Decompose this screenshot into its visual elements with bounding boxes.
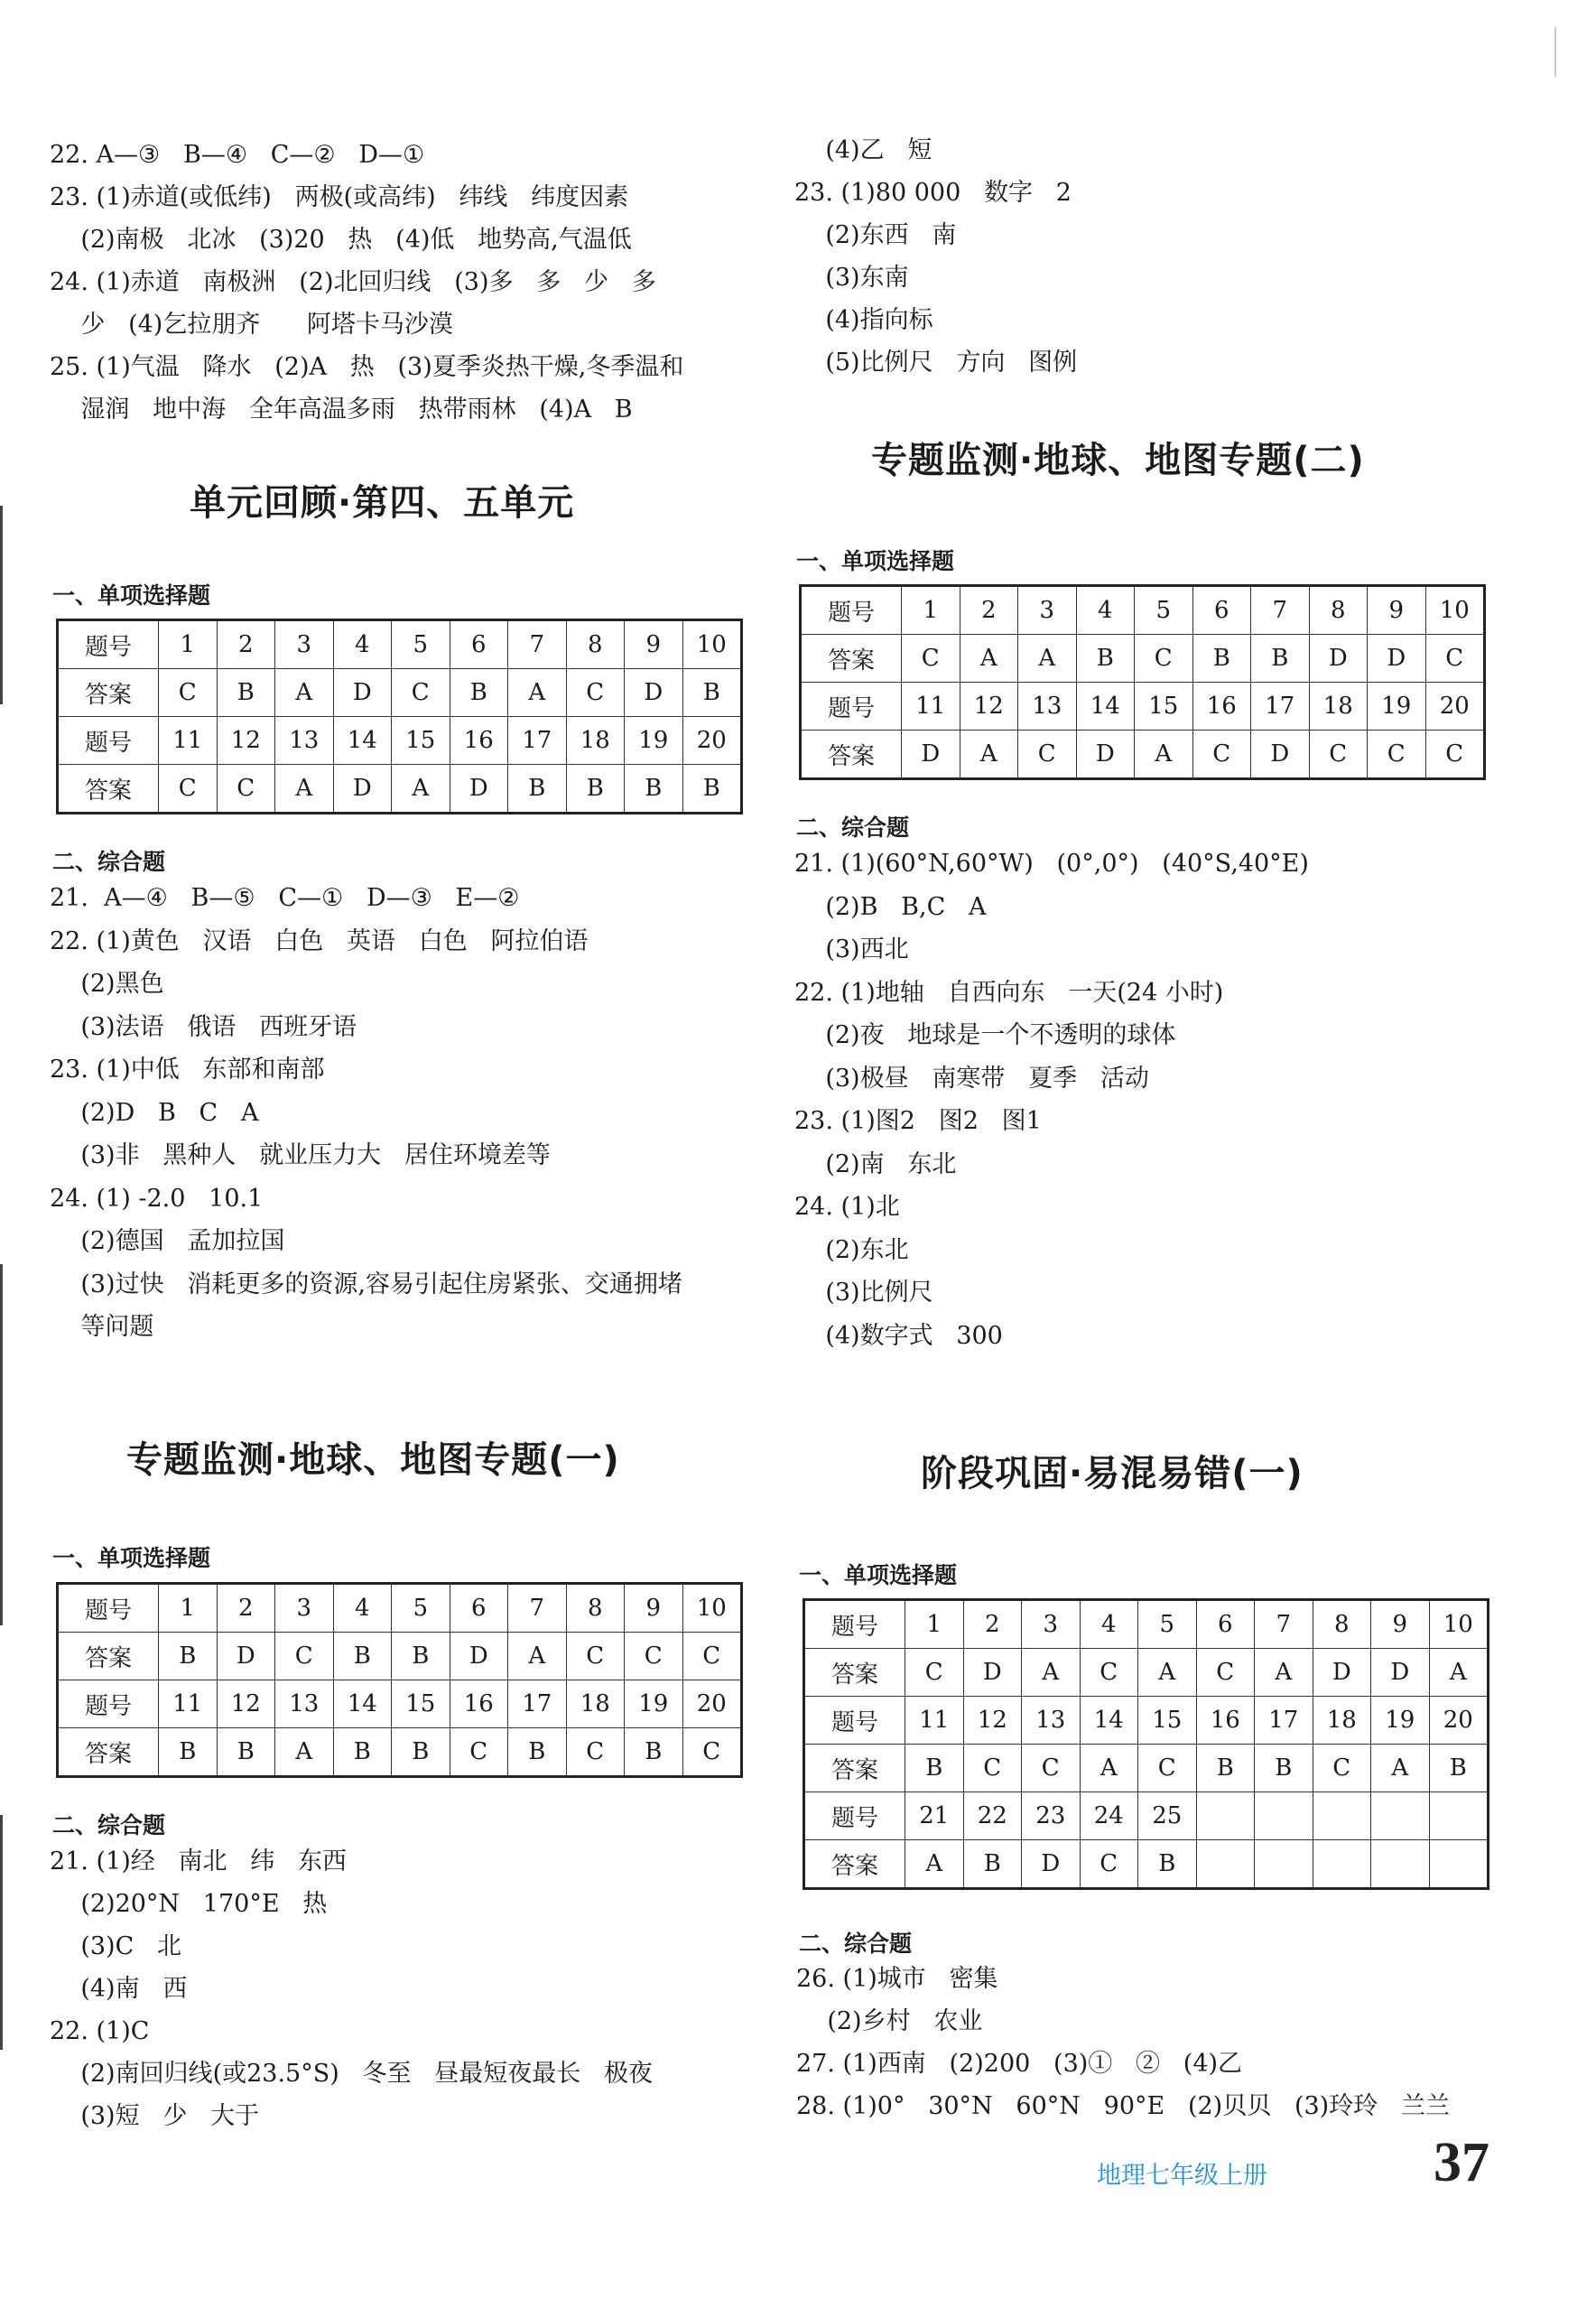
table-cell: C [1425,635,1485,683]
table-cell: 4 [1080,1600,1138,1649]
table-cell: 1 [905,1600,964,1649]
table-row [804,1792,1489,1840]
table-cell: C [450,1728,508,1777]
table-cell: 2 [217,620,275,669]
table-cell: C [566,1633,625,1680]
answer-line: 24. (1)赤道 南极洲 (2)北回归线 (3)多 多 少 多 [50,268,656,296]
table-cell: A [905,1840,964,1889]
answer-line: 少 (4)乞拉朋齐 阿塔卡马沙漠 [50,311,453,339]
table-row [804,1649,1489,1697]
table-cell: 1 [159,1584,218,1633]
answer-line: (3)极昼 南寒带 夏季 活动 [794,1064,1149,1093]
table-cell: A [1022,1649,1081,1697]
margin-mark [0,1264,3,1625]
answer-line: 23. (1)图2 图2 图1 [794,1107,1042,1135]
table-cell: 3 [1022,1600,1081,1649]
margin-mark [0,506,3,704]
table-cell: A [1080,1745,1138,1792]
table-cell: 13 [275,717,334,765]
table-cell: 10 [1425,586,1485,635]
answer-line: 22. (1)地轴 自西向东 一天(24 小时) [794,978,1224,1007]
table-cell: B [392,1633,450,1680]
table-cell: D [333,669,392,717]
section-heading-choice: 一、单项选择题 [52,1545,211,1571]
answer-line: 23. (1)赤道(或低纬) 两极(或高纬) 纬线 纬度因素 [50,183,629,211]
table-row [801,731,1485,779]
answer-line: 24. (1)北 [794,1193,900,1221]
table-cell: B [963,1840,1022,1889]
table-cell: 1 [159,620,218,669]
row-header-cell: 答案 [801,731,902,779]
table-cell: B [508,765,567,814]
answer-line: (2)20°N 170°E 热 [50,1890,328,1918]
table-row [801,635,1485,683]
row-header-cell: 答案 [804,1840,905,1889]
table-cell: C [1138,1745,1197,1792]
table-cell: 17 [508,1680,567,1728]
table-cell: A [960,635,1018,683]
answer-table-unit45 [56,619,743,814]
table-cell: 2 [960,586,1018,635]
answer-line: 湿润 地中海 全年高温多雨 热带雨林 (4)A B [50,396,633,423]
table-row [804,1745,1489,1792]
row-header-cell: 答案 [58,1728,159,1777]
section-heading-choice: 一、单项选择题 [799,1562,958,1588]
table-cell: 15 [392,717,450,765]
table-row [58,669,742,717]
table-cell: 2 [963,1600,1022,1649]
table-cell: C [217,765,275,814]
table-cell: B [1429,1745,1489,1792]
table-cell: 19 [1368,683,1426,731]
table-cell: D [963,1649,1022,1697]
table-cell: D [1076,731,1135,779]
table-cell [1313,1792,1371,1840]
section-title-easy: 阶段巩固·易混易错(一) [921,1453,1304,1494]
table-cell: 3 [1018,586,1077,635]
table-cell: 10 [1429,1600,1489,1649]
row-header-cell: 题号 [801,683,902,731]
table-cell: 12 [217,1680,275,1728]
answer-line: (4)指向标 [794,306,933,334]
table-cell: 14 [333,717,392,765]
row-header-cell: 题号 [58,620,159,669]
table-cell: 4 [1076,586,1135,635]
answer-line: 22. (1)黄色 汉语 白色 英语 白色 阿拉伯语 [50,926,589,955]
table-cell: 13 [1018,683,1077,731]
row-header-cell: 题号 [804,1600,905,1649]
table-row [801,683,1485,731]
table-cell: 5 [1135,586,1193,635]
answer-line: (2)南回归线(或23.5°S) 冬至 昼最短夜最长 极夜 [50,2060,653,2088]
row-header-cell: 答案 [58,669,159,717]
answer-line: (3)非 黑种人 就业压力大 居住环境差等 [50,1141,551,1169]
table-row [58,1633,742,1680]
table-cell: B [566,765,625,814]
table-cell: 17 [1255,1697,1313,1745]
table-cell: 11 [905,1697,964,1745]
table-cell: C [159,669,218,717]
table-cell: 14 [333,1680,392,1728]
answer-line: (5)比例尺 方向 图例 [794,349,1078,377]
answer-line: (3)法语 俄语 西班牙语 [50,1012,357,1041]
table-cell: 7 [508,620,567,669]
row-header-cell: 答案 [58,765,159,814]
table-cell: C [1196,1649,1255,1697]
table-cell: 22 [963,1792,1022,1840]
book-title: 地理七年级上册 [1097,2162,1267,2190]
table-cell: C [1080,1840,1138,1889]
table-cell: D [1309,635,1368,683]
table-cell: 7 [508,1584,567,1633]
row-header-cell: 题号 [58,717,159,765]
table-cell: 11 [159,717,218,765]
table-cell: C [1368,731,1426,779]
section-title-unit45: 单元回顾·第四、五单元 [190,482,575,524]
answer-line: (2)黑色 [50,970,164,998]
table-cell: 15 [1135,683,1193,731]
table-cell: B [333,1633,392,1680]
answer-line: (2)德国 孟加拉国 [50,1227,285,1255]
section-title-map2: 专题监测·地球、地图专题(二) [871,440,1365,481]
table-cell [1371,1792,1430,1840]
table-cell: 12 [217,717,275,765]
table-cell [1255,1792,1313,1840]
table-cell: 2 [217,1584,275,1633]
table-cell: C [1309,731,1368,779]
table-cell: 24 [1080,1792,1138,1840]
table-cell: C [159,765,218,814]
table-cell [1255,1840,1313,1889]
table-cell: C [1425,731,1485,779]
table-cell: D [1251,731,1310,779]
answer-line: (3)比例尺 [794,1279,933,1307]
page-edge [1554,27,1556,77]
table-row [804,1840,1489,1889]
table-cell: B [1192,635,1251,683]
table-cell: 8 [1309,586,1368,635]
answer-line: (3)西北 [794,935,909,963]
table-cell: 8 [566,620,625,669]
table-cell: 13 [1022,1697,1081,1745]
table-cell [1313,1840,1371,1889]
answer-line: 22. (1)C [50,2017,150,2045]
table-cell: B [392,1728,450,1777]
table-cell: C [682,1633,742,1680]
table-cell: 18 [1309,683,1368,731]
table-cell: D [902,731,960,779]
section-heading-comprehensive: 二、综合题 [799,1931,913,1957]
table-cell: 4 [333,1584,392,1633]
table-cell: A [508,669,567,717]
table-cell: 4 [333,620,392,669]
table-cell: 16 [450,717,508,765]
answer-table-easy [803,1598,1489,1890]
table-cell: 9 [1371,1600,1430,1649]
row-header-cell: 答案 [801,635,902,683]
table-cell: 1 [902,586,960,635]
row-header-cell: 答案 [58,1633,159,1680]
row-header-cell: 答案 [804,1745,905,1792]
answer-line: (2)夜 地球是一个不透明的球体 [794,1021,1176,1049]
table-cell: B [1196,1745,1255,1792]
table-cell: 11 [902,683,960,731]
table-cell: C [905,1649,964,1697]
answer-line: (2)东西 南 [794,221,957,249]
answer-line: (2)D B C A [50,1098,259,1127]
table-cell: C [1135,635,1193,683]
row-header-cell: 题号 [58,1584,159,1633]
table-cell: 5 [1138,1600,1197,1649]
row-header-cell: 答案 [804,1649,905,1697]
table-cell: C [625,1633,683,1680]
table-cell: 18 [566,717,625,765]
table-cell: B [508,1728,567,1777]
answer-line: (2)南极 北冰 (3)20 热 (4)低 地势高,气温低 [50,226,632,254]
table-cell: D [1022,1840,1081,1889]
table-row [804,1600,1489,1649]
table-cell: 18 [1313,1697,1371,1745]
table-row [58,1680,742,1728]
table-cell: C [566,669,625,717]
table-row [801,586,1485,635]
table-cell: 9 [625,620,683,669]
table-cell: 6 [1196,1600,1255,1649]
answer-line: 21. (1)(60°N,60°W) (0°,0°) (40°S,40°E) [794,850,1309,878]
section-heading-choice: 一、单项选择题 [52,582,211,609]
answer-line: 22. A—③ B—④ C—② D—① [50,141,425,169]
table-cell: C [1313,1745,1371,1792]
answer-line: 28. (1)0° 30°N 60°N 90°E (2)贝贝 (3)玲玲 兰兰 [796,2092,1450,2120]
table-cell: B [217,1728,275,1777]
table-cell: 16 [1196,1697,1255,1745]
table-cell: A [275,669,334,717]
table-cell: 5 [392,1584,450,1633]
answer-line: (3)过快 消耗更多的资源,容易引起住房紧张、交通拥堵 [50,1270,682,1298]
table-cell: D [1368,635,1426,683]
table-cell: B [905,1745,964,1792]
table-cell: B [625,1728,683,1777]
table-cell: A [1135,731,1193,779]
table-cell: 7 [1255,1600,1313,1649]
table-cell: 12 [960,683,1018,731]
page-number: 37 [1434,2132,1489,2193]
table-cell: C [1018,731,1077,779]
table-cell: 5 [392,620,450,669]
table-cell [1429,1792,1489,1840]
table-cell: 16 [450,1680,508,1728]
table-cell: C [1080,1649,1138,1697]
table-cell: 12 [963,1697,1022,1745]
answer-line: (2)乡村 农业 [796,2007,983,2035]
table-cell: C [392,669,450,717]
table-cell: A [275,765,334,814]
table-cell: 10 [682,620,742,669]
table-cell: 10 [682,1584,742,1633]
answer-line: (4)数字式 300 [794,1321,1003,1350]
table-cell: 6 [1192,586,1251,635]
table-cell: 20 [1425,683,1485,731]
table-cell: D [625,669,683,717]
answer-line: 21. (1)经 南北 纬 东西 [50,1847,348,1875]
answer-line: (2)东北 [794,1235,909,1264]
table-cell: A [960,731,1018,779]
table-cell: 17 [508,717,567,765]
row-header-cell: 题号 [804,1697,905,1745]
table-cell: B [217,669,275,717]
table-cell: B [682,669,742,717]
table-cell: C [902,635,960,683]
table-cell: 20 [1429,1697,1489,1745]
answer-line: (2)B B,C A [794,892,987,921]
table-cell: A [1255,1649,1313,1697]
section-heading-choice: 一、单项选择题 [796,548,955,574]
table-cell: 14 [1076,683,1135,731]
table-row [58,1728,742,1777]
table-cell: 15 [392,1680,450,1728]
table-cell: 9 [625,1584,683,1633]
table-cell: 14 [1080,1697,1138,1745]
table-cell [1371,1840,1430,1889]
answer-table-map1 [56,1582,743,1778]
table-cell: A [1018,635,1077,683]
table-cell: A [1138,1649,1197,1697]
table-cell: 25 [1138,1792,1197,1840]
answer-table-map2 [799,584,1486,780]
table-cell [1196,1792,1255,1840]
answer-line: (2)南 东北 [794,1149,957,1178]
table-row [58,765,742,814]
table-cell [1196,1840,1255,1889]
table-cell: D [1313,1649,1371,1697]
row-header-cell: 题号 [801,586,902,635]
table-cell: C [963,1745,1022,1792]
table-cell: B [1138,1840,1197,1889]
table-cell: 20 [682,1680,742,1728]
table-row [58,1584,742,1633]
table-cell: 17 [1251,683,1310,731]
table-cell: A [508,1633,567,1680]
row-header-cell: 题号 [804,1792,905,1840]
table-cell: 6 [450,1584,508,1633]
table-cell: 3 [275,620,334,669]
answer-line: 26. (1)城市 密集 [796,1965,998,1993]
row-header-cell: 题号 [58,1680,159,1728]
table-cell: 15 [1138,1697,1197,1745]
table-cell: A [1371,1745,1430,1792]
table-cell: C [682,1728,742,1777]
table-cell: 8 [566,1584,625,1633]
table-cell: 19 [1371,1697,1430,1745]
table-cell: D [450,1633,508,1680]
section-title-map1: 专题监测·地球、地图专题(一) [126,1439,620,1481]
table-cell: D [450,765,508,814]
table-cell: C [566,1728,625,1777]
answer-line: 等问题 [50,1313,154,1341]
answer-line: (3)东南 [794,264,909,292]
table-cell: B [159,1633,218,1680]
table-cell: B [1076,635,1135,683]
table-row [804,1697,1489,1745]
section-heading-comprehensive: 二、综合题 [52,1812,166,1838]
table-cell: 13 [275,1680,334,1728]
table-cell: C [275,1633,334,1680]
table-cell [1429,1840,1489,1889]
answer-line: (3)短 少 大于 [50,2102,260,2130]
table-cell: 23 [1022,1792,1081,1840]
answer-line: (4)乙 短 [794,136,933,164]
table-cell: D [217,1633,275,1680]
table-cell: 19 [625,717,683,765]
table-cell: D [1371,1649,1430,1697]
table-cell: A [275,1728,334,1777]
table-cell: 9 [1368,586,1426,635]
table-cell: 8 [1313,1600,1371,1649]
answer-line: (4)南 西 [50,1975,188,2003]
margin-mark [0,1815,3,2050]
table-cell: 19 [625,1680,683,1728]
table-cell: B [1251,635,1310,683]
table-cell: 20 [682,717,742,765]
table-cell: B [159,1728,218,1777]
table-cell: 21 [905,1792,964,1840]
table-cell: C [1192,731,1251,779]
answer-line: 25. (1)气温 降水 (2)A 热 (3)夏季炎热干燥,冬季温和 [50,353,684,381]
table-cell: 16 [1192,683,1251,731]
answer-line: 21. A—④ B—⑤ C—① D—③ E—② [50,884,520,912]
answer-line: 27. (1)西南 (2)200 (3)① ② (4)乙 [796,2050,1243,2078]
table-cell: C [1022,1745,1081,1792]
table-cell: B [682,765,742,814]
answer-line: 23. (1)中低 东部和南部 [50,1056,325,1084]
answer-line: 24. (1) -2.0 10.1 [50,1184,264,1213]
table-cell: 3 [275,1584,334,1633]
answer-line: 23. (1)80 000 数字 2 [794,179,1072,207]
answer-line: (3)C 北 [50,1932,181,1960]
section-heading-comprehensive: 二、综合题 [796,814,910,841]
table-cell: 7 [1251,586,1310,635]
table-cell: B [333,1728,392,1777]
table-cell: B [1255,1745,1313,1792]
section-heading-comprehensive: 二、综合题 [52,849,166,875]
table-cell: 6 [450,620,508,669]
table-cell: A [392,765,450,814]
table-cell: B [625,765,683,814]
table-cell: D [333,765,392,814]
table-row [58,717,742,765]
table-cell: A [1429,1649,1489,1697]
table-row [58,620,742,669]
table-cell: 11 [159,1680,218,1728]
table-cell: B [450,669,508,717]
table-cell: 18 [566,1680,625,1728]
